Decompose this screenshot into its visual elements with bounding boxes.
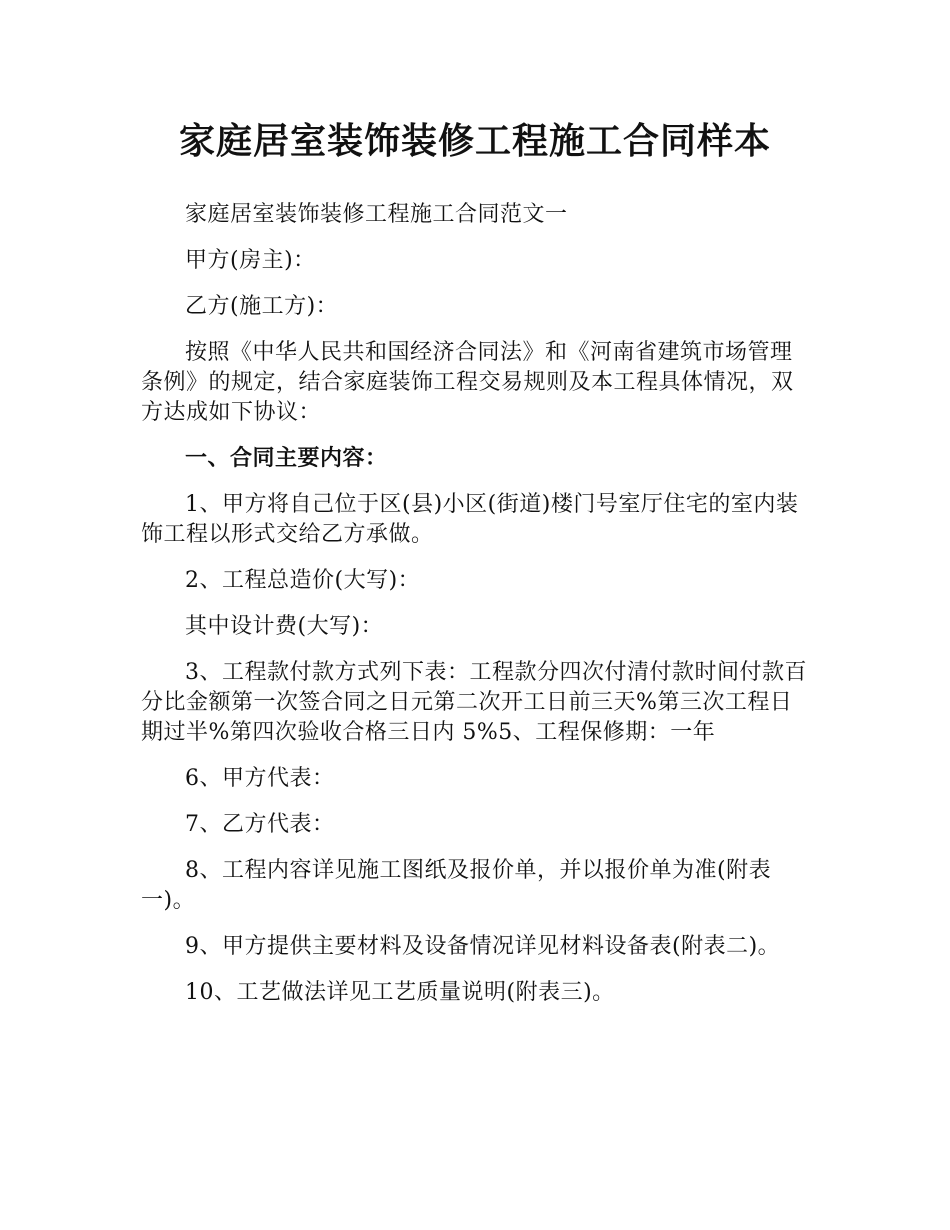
paragraph-clause-10: 10、工艺做法详见工艺质量说明(附表三)。 [185, 980, 615, 1005]
paragraph-preamble: 按照《中华人民共和国经济合同法》和《河南省建筑市场管理条例》的规定，结合家庭装饰工程交易规则及本工程具体情况，双方达成如下协议： [141, 340, 794, 425]
paragraph-clause-9: 9、甲方提供主要材料及设备情况详见材料设备表(附表二)。 [185, 934, 781, 959]
paragraph-design-fee: 其中设计费(大写)： [185, 614, 384, 639]
paragraph-clause-8: 8、工程内容详见施工图纸及报价单，并以报价单为准(附表一)。 [141, 858, 772, 913]
paragraph-clause-7: 7、乙方代表： [185, 812, 335, 837]
document-body [141, 200, 813, 1024]
paragraph-clause-3: 3、工程款付款方式列下表：工程款分四次付清付款时间付款百分比金额第一次签合同之日元第二次开工日前三天%第三次工程日期过半%第四次验收合格三日内 5%5、工程保修期：一年 [141, 660, 807, 745]
document-title: 家庭居室装饰装修工程施工合同样本 [178, 121, 771, 162]
paragraph-clause-1: 1、甲方将自己位于区(县)小区(街道)楼门号室厅住宅的室内装饰工程以形式交给乙方承做。 [141, 492, 799, 547]
paragraph-party-a: 甲方(房主)： [185, 248, 316, 273]
paragraph-clause-6: 6、甲方代表： [185, 766, 335, 791]
paragraph-subtitle: 家庭居室装饰装修工程施工合同范文一 [185, 202, 568, 227]
paragraph-party-b: 乙方(施工方)： [185, 294, 339, 319]
section-heading-main-content: 一、合同主要内容： [185, 446, 388, 471]
paragraph-clause-2: 2、工程总造价(大写)： [185, 568, 421, 593]
